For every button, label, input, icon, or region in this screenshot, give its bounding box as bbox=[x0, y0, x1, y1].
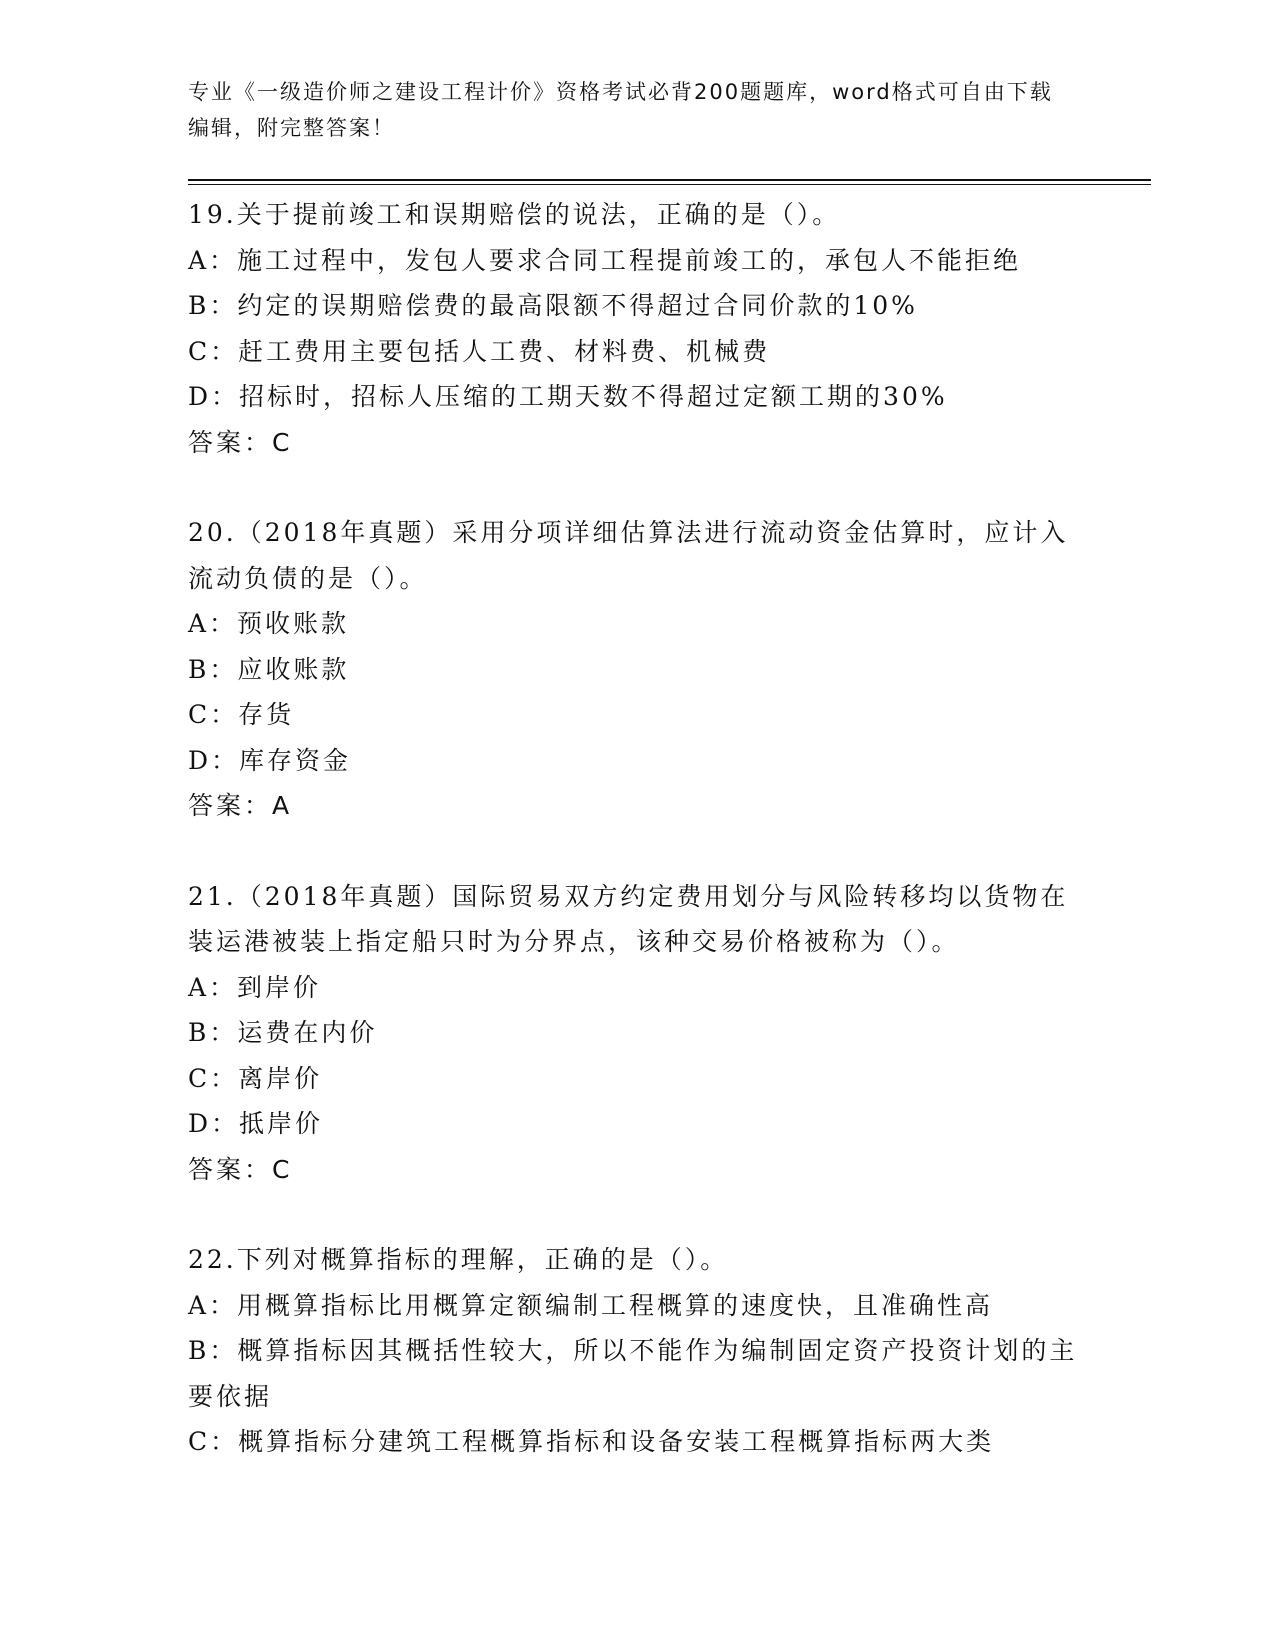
option-b: B：运费在内价 bbox=[188, 1018, 378, 1047]
question-21 bbox=[188, 874, 1088, 1193]
option-c: C：概算指标分建筑工程概算指标和设备安装工程概算指标两大类 bbox=[188, 1427, 995, 1456]
option-b: B：概算指标因其概括性较大，所以不能作为编制固定资产投资计划的主要依据 bbox=[188, 1336, 1078, 1411]
question-20 bbox=[188, 510, 1088, 829]
question-stem: 21.（2018年真题）国际贸易双方约定费用划分与风险转移均以货物在装运港被装上指定船只时为分界点，该种交易价格被称为（）。 bbox=[188, 881, 1069, 956]
answer: 答案：A bbox=[188, 791, 293, 820]
option-d: D：库存资金 bbox=[188, 745, 352, 775]
option-b: B：约定的误期赔偿费的最高限额不得超过合同价款的10% bbox=[188, 291, 918, 320]
header-text: 专业《一级造价师之建设工程计价》资格考试必背200题题库，word格式可自由下载编辑，附完整答案！ bbox=[188, 80, 1053, 140]
option-a: A：施工过程中，发包人要求合同工程提前竣工的，承包人不能拒绝 bbox=[188, 245, 1022, 275]
question-stem: 19.关于提前竣工和误期赔偿的说法，正确的是（）。 bbox=[188, 200, 841, 229]
header-rule-thin bbox=[188, 184, 1151, 185]
question-19 bbox=[188, 192, 1088, 465]
answer: 答案：C bbox=[188, 427, 293, 457]
answer: 答案：C bbox=[188, 1154, 293, 1184]
option-b: B：应收账款 bbox=[188, 654, 350, 684]
header-rule-thick bbox=[188, 179, 1151, 181]
question-stem: 20.（2018年真题）采用分项详细估算法进行流动资金估算时，应计入流动负债的是（）。 bbox=[188, 518, 1069, 593]
option-a: A：预收账款 bbox=[188, 609, 350, 638]
option-c: C：赶工费用主要包括人工费、材料费、机械费 bbox=[188, 336, 771, 366]
option-a: A：用概算指标比用概算定额编制工程概算的速度快，且准确性高 bbox=[188, 1290, 994, 1320]
option-a: A：到岸价 bbox=[188, 972, 322, 1002]
question-stem: 22.下列对概算指标的理解，正确的是（）。 bbox=[188, 1245, 729, 1274]
question-22 bbox=[188, 1237, 1088, 1465]
option-d: D：招标时，招标人压缩的工期天数不得超过定额工期的30% bbox=[188, 382, 948, 411]
option-c: C：存货 bbox=[188, 700, 295, 729]
option-c: C：离岸价 bbox=[188, 1063, 323, 1093]
document-header bbox=[188, 74, 1068, 146]
question-list bbox=[188, 192, 1088, 1465]
option-d: D：抵岸价 bbox=[188, 1109, 324, 1138]
